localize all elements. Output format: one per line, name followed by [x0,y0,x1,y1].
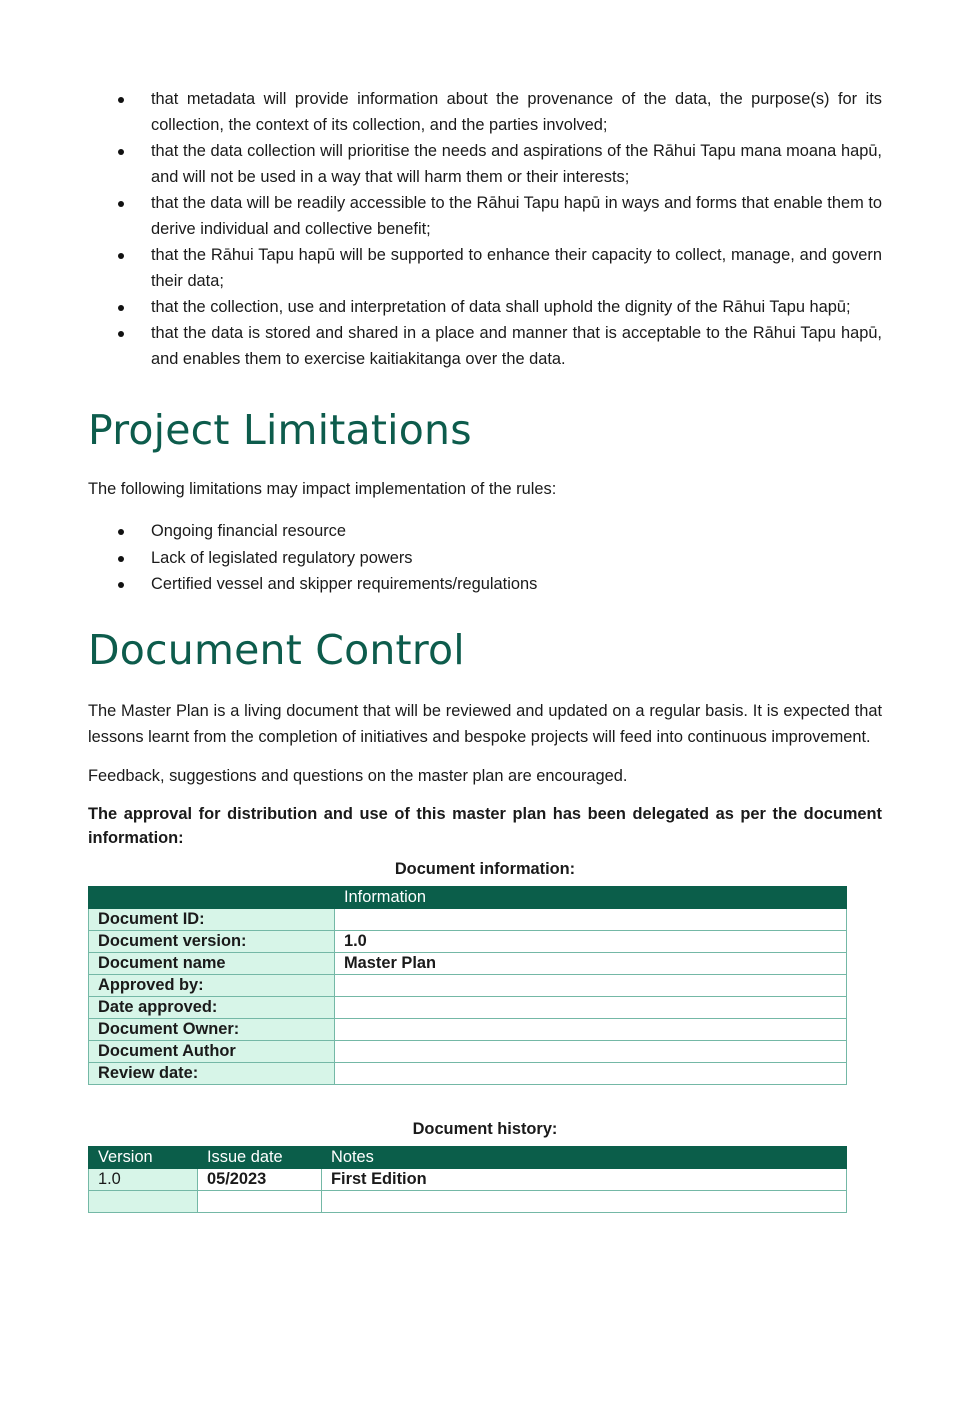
list-item-text: Ongoing financial resource [151,522,346,540]
control-paragraph: The Master Plan is a living document that will be reviewed and updated on a regular basis. It is expected that lessons learnt from the completion of initiatives and bespoke projects will feed into continuous improvement. [88,701,882,746]
table-header-cell: Version [89,1146,198,1168]
principles-list [88,86,882,372]
doc-info-caption: Document information: [394,859,576,878]
table-row [89,974,847,996]
table-row [89,1168,847,1190]
table-row [89,930,847,952]
row-label: Document Owner: [89,1018,335,1040]
section-heading-document-control: Document Control [88,625,465,674]
table-row [89,1040,847,1062]
doc-history-table [88,1146,847,1213]
table-header-cell: Notes [322,1146,847,1168]
bullet-icon [118,253,124,259]
row-label: Document version: [89,930,335,952]
row-value: 1.0 [335,930,847,952]
section-heading-limitations: Project Limitations [88,406,472,454]
table-row [89,1018,847,1040]
row-label: Document name [89,952,335,974]
bullet-icon [118,556,124,562]
list-item [88,571,882,598]
table-header-cell [89,886,335,908]
row-label: Document Author [89,1040,335,1062]
notes-cell: First Edition [322,1168,847,1190]
issue-date-cell [198,1190,322,1212]
table-row [89,1062,847,1084]
row-label: Review date: [89,1062,335,1084]
row-value [335,974,847,996]
table-row [89,996,847,1018]
limitations-intro: The following limitations may impact implementation of the rules: [88,480,557,498]
list-item [88,320,882,372]
list-item [88,518,882,545]
list-item [88,190,882,242]
bullet-icon [118,331,124,337]
notes-cell [322,1190,847,1212]
list-item [88,242,882,294]
list-item-text: that metadata will provide information about the provenance of the data, the purpose(s) for its collection, the context of its collection, and the parties involved; [151,90,882,134]
doc-history-caption: Document history: [412,1119,558,1138]
bullet-icon [118,529,124,535]
bullet-icon [118,149,124,155]
list-item [88,294,882,320]
approval-paragraph: The approval for distribution and use of this master plan has been delegated as per the document information: [88,804,882,847]
version-cell [89,1190,198,1212]
row-label: Document ID: [89,908,335,930]
list-item [88,138,882,190]
table-header-cell: Issue date [198,1146,322,1168]
row-value: Master Plan [335,952,847,974]
table-row [89,952,847,974]
list-item-text: Lack of legislated regulatory powers [151,548,413,567]
row-label: Approved by: [89,974,335,996]
row-value [335,908,847,930]
feedback-paragraph: Feedback, suggestions and questions on the master plan are encouraged. [88,766,628,785]
row-value [335,996,847,1018]
bullet-icon [118,305,124,311]
row-value [335,1018,847,1040]
bullet-icon [118,582,124,588]
issue-date-cell: 05/2023 [198,1168,322,1190]
list-item [88,86,882,138]
table-row [89,908,847,930]
list-item-text: Certified vessel and skipper requirements/regulations [151,575,538,593]
row-value [335,1062,847,1084]
version-cell: 1.0 [89,1168,198,1190]
bullet-icon [118,97,124,103]
table-row [89,1190,847,1212]
list-item-text: that the Rāhui Tapu hapū will be supported to enhance their capacity to collect, manage, and govern their data; [151,246,882,290]
table-header-cell: Information [335,886,847,908]
list-item-text: that the collection, use and interpretation of data shall uphold the dignity of the Rāhui Tapu hapū; [151,298,851,316]
table-header-row [89,886,847,908]
list-item [88,545,882,572]
list-item-text: that the data is stored and shared in a place and manner that is acceptable to the Rāhui Tapu hapū, and enables them to exercise kaitiakitanga over the data. [151,324,882,368]
row-value [335,1040,847,1062]
row-label: Date approved: [89,996,335,1018]
doc-info-table [88,886,847,1085]
list-item-text: that the data will be readily accessible to the Rāhui Tapu hapū in ways and forms that enable them to derive individual and collective benefit; [151,194,882,238]
list-item-text: that the data collection will prioritise the needs and aspirations of the Rāhui Tapu mana moana hapū, and will not be used in a way that will harm them or their interests; [151,142,882,186]
table-header-row [89,1146,847,1168]
limitations-list [88,518,882,598]
document-page [88,86,882,1213]
bullet-icon [118,201,124,207]
